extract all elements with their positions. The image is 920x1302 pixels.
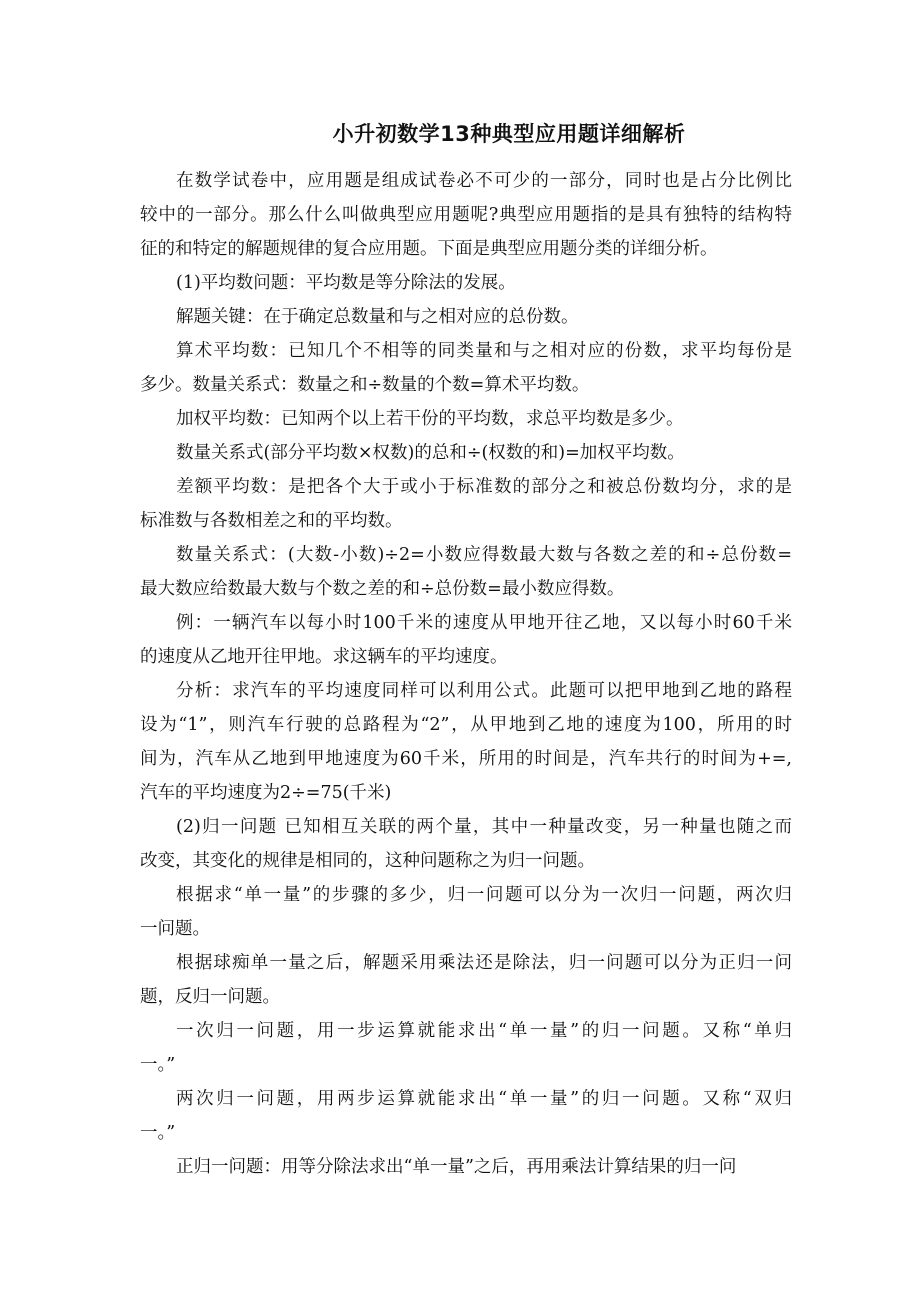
paragraph-line: 题，反归一问题。	[140, 987, 280, 1007]
paragraph-line: 标准数与各数相差之和的平均数。	[140, 511, 403, 531]
paragraph	[140, 166, 792, 268]
paragraph-line: 在数学试卷中，应用题是组成试卷必不可少的一部分，同时也是占分比例比	[176, 171, 792, 191]
paragraph-line: 正归一问题：用等分除法求出“单一量”之后，再用乘法计算结果的归一问	[176, 1157, 737, 1177]
paragraph-line: 改变，其变化的规律是相同的，这种问题称之为归一问题。	[140, 851, 595, 871]
paragraph	[140, 268, 792, 302]
paragraph	[140, 608, 792, 676]
paragraph-line: 间为，汽车从乙地到甲地速度为60千米，所用的时间是，汽车共行的时间为+=,	[140, 749, 792, 769]
paragraph-line: 分析：求汽车的平均速度同样可以利用公式。此题可以把甲地到乙地的路程	[176, 681, 792, 701]
paragraph-line: 两次归一问题，用两步运算就能求出“单一量”的归一问题。又称“双归	[176, 1089, 792, 1109]
paragraph-line: 差额平均数：是把各个大于或小于标准数的部分之和被总份数均分，求的是	[176, 477, 792, 497]
paragraph	[140, 472, 792, 540]
paragraph-line: 设为“1”，则汽车行驶的总路程为“2”，从甲地到乙地的速度为100，所用的时	[140, 715, 792, 735]
paragraph-line: 根据球痴单一量之后，解题采用乘法还是除法，归一问题可以分为正归一问	[176, 953, 792, 973]
paragraph-line: 征的和特定的解题规律的复合应用题。下面是典型应用题分类的详细分析。	[140, 239, 718, 259]
paragraph	[140, 1016, 792, 1084]
paragraph-line: 一。”	[140, 1055, 176, 1075]
paragraph	[140, 302, 792, 336]
paragraph-line: 加权平均数：已知两个以上若干份的平均数，求总平均数是多少。	[176, 409, 684, 429]
paragraph	[140, 1152, 792, 1186]
paragraph-line: 最大数应给数最大数与个数之差的和÷总份数=最小数应得数。	[140, 579, 625, 599]
paragraph-line: 较中的一部分。那么什么叫做典型应用题呢?典型应用题指的是具有独特的结构特	[140, 205, 792, 225]
paragraph	[140, 404, 792, 438]
paragraph-line: 多少。数量关系式：数量之和÷数量的个数=算术平均数。	[140, 375, 590, 395]
paragraph	[140, 812, 792, 880]
paragraph-line: 算术平均数：已知几个不相等的同类量和与之相对应的份数，求平均每份是	[176, 341, 792, 361]
paragraph-line: 一问题。	[140, 919, 210, 939]
paragraph	[140, 540, 792, 608]
paragraph	[140, 880, 792, 948]
paragraph-line: (1)平均数问题：平均数是等分除法的发展。	[176, 273, 516, 293]
document-body	[140, 166, 792, 1186]
paragraph-line: 例：一辆汽车以每小时100千米的速度从甲地开往乙地，又以每小时60千米	[176, 613, 792, 633]
paragraph-line: 根据求“单一量”的步骤的多少，归一问题可以分为一次归一问题，两次归	[176, 885, 792, 905]
paragraph-line: 的速度从乙地开往甲地。求这辆车的平均速度。	[140, 647, 508, 667]
paragraph	[140, 1084, 792, 1152]
paragraph-line: (2)归一问题 已知相互关联的两个量，其中一种量改变，另一种量也随之而	[176, 817, 792, 837]
paragraph-line: 一次归一问题，用一步运算就能求出“单一量”的归一问题。又称“单归	[176, 1021, 792, 1041]
paragraph-line: 数量关系式：(大数-小数)÷2=小数应得数最大数与各数之差的和÷总份数=	[176, 545, 792, 565]
paragraph	[140, 948, 792, 1016]
paragraph-line: 数量关系式(部分平均数×权数)的总和÷(权数的和)=加权平均数。	[176, 443, 685, 463]
paragraph-line: 汽车的平均速度为2÷=75(千米)	[140, 783, 392, 803]
paragraph	[140, 676, 792, 812]
document-title: 小升初数学13种典型应用题详细解析	[332, 122, 686, 146]
paragraph	[140, 438, 792, 472]
paragraph-line: 一。”	[140, 1123, 176, 1143]
paragraph	[140, 336, 792, 404]
paragraph-line: 解题关键：在于确定总数量和与之相对应的总份数。	[176, 307, 579, 327]
